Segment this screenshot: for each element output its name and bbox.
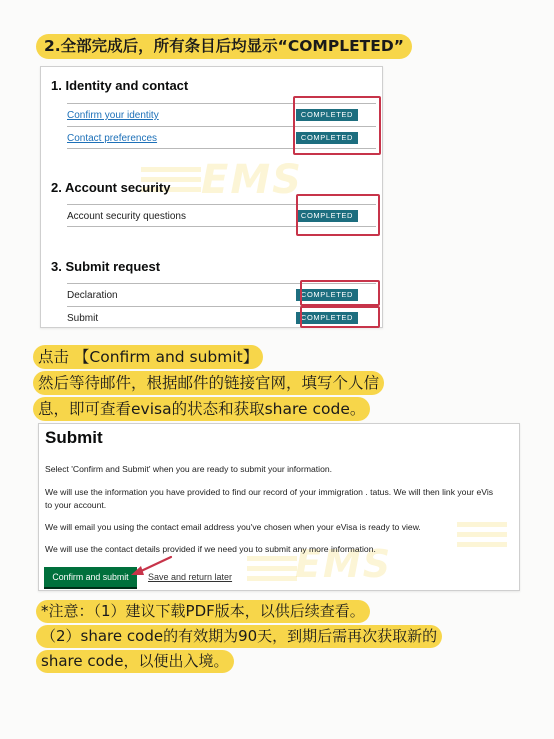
section-title-identity: 1. Identity and contact xyxy=(51,78,189,93)
watermark: EMS xyxy=(295,542,393,586)
watermark: EMS xyxy=(201,157,303,203)
submit-title: Submit xyxy=(45,428,103,447)
instruction-line-2: 然后等待邮件，根据邮件的链接官网，填写个人信 xyxy=(33,371,384,395)
confirm-and-submit-button[interactable]: Confirm and submit xyxy=(44,567,137,587)
submit-panel xyxy=(38,423,520,591)
submit-paragraph-4: We will use the contact details provided if we need you to submit any more information. xyxy=(45,544,376,554)
task-link-confirm-identity[interactable]: Confirm your identity xyxy=(67,110,159,121)
annotation-arrow-icon xyxy=(127,554,177,578)
task-link-contact-preferences[interactable]: Contact preferences xyxy=(67,133,158,144)
status-badge: COMPLETED xyxy=(296,289,358,301)
watermark-bars xyxy=(247,556,297,586)
status-badge: COMPLETED xyxy=(296,210,358,222)
submit-paragraph-1: Select 'Confirm and Submit' when you are ready to submit your information. xyxy=(45,464,333,474)
task-label-submit[interactable]: Submit xyxy=(67,313,99,324)
save-and-return-later-link[interactable]: Save and return later xyxy=(148,572,233,582)
submit-paragraph-2a: We will use the information you have provided to find our record of your immigration . tatus. We will then link your eVis xyxy=(45,487,494,497)
annotation-box-identity xyxy=(293,96,381,155)
status-badge: COMPLETED xyxy=(296,109,358,121)
note-line-2: （2）share code的有效期为90天，到期后需再次获取新的 xyxy=(36,625,442,648)
task-label-security-questions[interactable]: Account security questions xyxy=(67,211,186,222)
status-badge: COMPLETED xyxy=(296,132,358,144)
instruction-line-3: 息，即可查看evisa的状态和获取share code。 xyxy=(33,397,370,421)
step-heading: 2.全部完成后，所有条目后均显示“COMPLETED” xyxy=(36,34,412,59)
annotation-box-submit xyxy=(300,306,380,328)
section-title-account-security: 2. Account security xyxy=(51,180,171,195)
annotation-box-security xyxy=(296,194,380,236)
status-badge: COMPLETED xyxy=(296,312,358,324)
task-label-declaration[interactable]: Declaration xyxy=(67,290,118,301)
submit-paragraph-3: We will email you using the contact email address you've chosen when your eVisa is ready to view. xyxy=(45,522,421,532)
instruction-line-1: 点击 【Confirm and submit】 xyxy=(33,345,263,369)
note-line-3: share code，以便出入境。 xyxy=(36,650,234,673)
section-title-submit-request: 3. Submit request xyxy=(51,259,161,274)
annotation-box-declaration xyxy=(300,280,380,306)
note-line-1: *注意：（1）建议下载PDF版本，以供后续查看。 xyxy=(36,600,370,623)
submit-paragraph-2b: to your account. xyxy=(45,500,107,510)
